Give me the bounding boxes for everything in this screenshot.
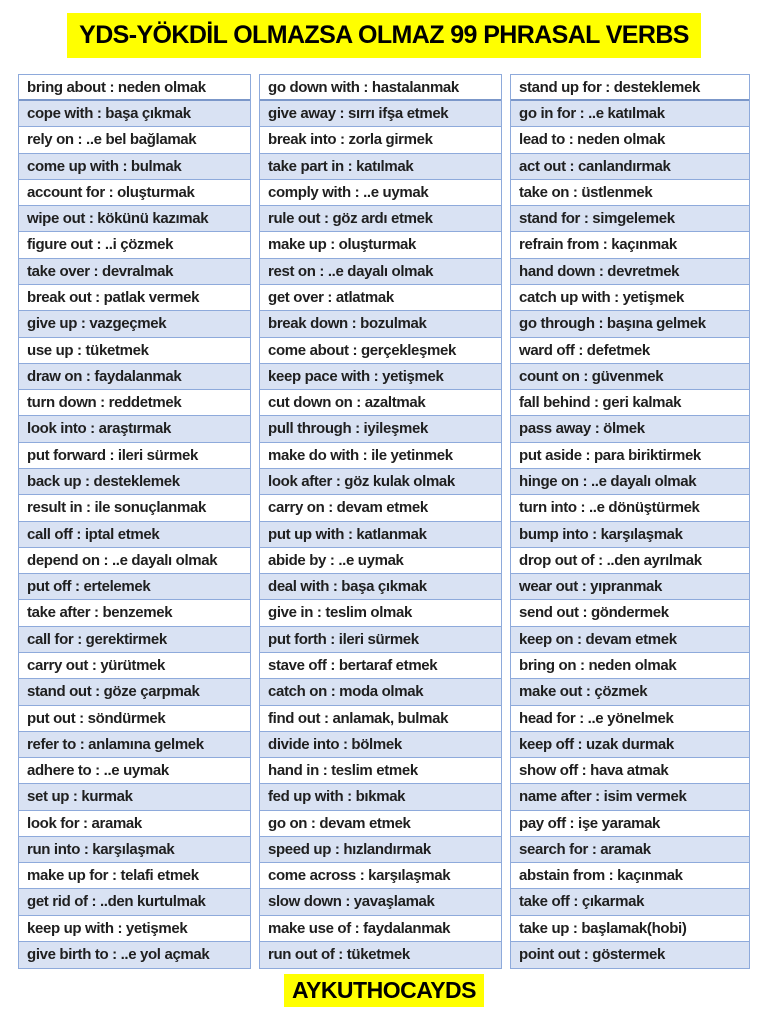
phrase-cell: bump into : karşılaşmak [511,522,749,548]
phrase-cell: keep up with : yetişmek [19,916,250,942]
phrase-cell: make out : çözmek [511,679,749,705]
page-title: YDS-YÖKDİL OLMAZSA OLMAZ 99 PHRASAL VERBS [67,13,701,58]
phrase-cell: keep pace with : yetişmek [260,364,501,390]
phrase-cell: count on : güvenmek [511,364,749,390]
phrase-cell: bring about : neden olmak [19,75,250,101]
phrase-cell: search for : aramak [511,837,749,863]
phrase-cell: cut down on : azaltmak [260,390,501,416]
phrase-cell: go on : devam etmek [260,811,501,837]
phrase-cell: run into : karşılaşmak [19,837,250,863]
phrase-cell: comply with : ..e uymak [260,180,501,206]
phrase-cell: put out : söndürmek [19,706,250,732]
title-section [0,0,768,58]
phrase-cell: wear out : yıpranmak [511,574,749,600]
phrase-cell: depend on : ..e dayalı olmak [19,548,250,574]
phrase-cell: take over : devralmak [19,259,250,285]
phrase-cell: come across : karşılaşmak [260,863,501,889]
phrase-cell: go through : başına gelmek [511,311,749,337]
phrase-cell: turn into : ..e dönüştürmek [511,495,749,521]
footer-brand: AYKUTHOCAYDS [284,974,484,1006]
phrase-cell: take off : çıkarmak [511,889,749,915]
phrase-cell: get rid of : ..den kurtulmak [19,889,250,915]
phrase-cell: call off : iptal etmek [19,522,250,548]
phrase-cell: name after : isim vermek [511,784,749,810]
phrase-cell: abide by : ..e uymak [260,548,501,574]
phrase-cell: bring on : neden olmak [511,653,749,679]
table-column-3 [510,74,750,970]
phrase-cell: catch on : moda olmak [260,679,501,705]
phrase-cell: keep on : devam etmek [511,627,749,653]
phrase-cell: break down : bozulmak [260,311,501,337]
phrase-cell: fall behind : geri kalmak [511,390,749,416]
footer-section [0,974,768,1006]
phrase-cell: adhere to : ..e uymak [19,758,250,784]
table-column-2 [259,74,502,970]
phrase-cell: lead to : neden olmak [511,127,749,153]
phrase-cell: look after : göz kulak olmak [260,469,501,495]
phrase-cell: pay off : işe yaramak [511,811,749,837]
phrase-cell: put aside : para biriktirmek [511,443,749,469]
phrase-cell: turn down : reddetmek [19,390,250,416]
phrase-cell: draw on : faydalanmak [19,364,250,390]
phrase-cell: hand down : devretmek [511,259,749,285]
phrase-cell: point out : göstermek [511,942,749,968]
phrase-cell: take up : başlamak(hobi) [511,916,749,942]
phrase-cell: figure out : ..i çözmek [19,232,250,258]
phrase-cell: keep off : uzak durmak [511,732,749,758]
phrase-cell: make use of : faydalanmak [260,916,501,942]
phrase-cell: break out : patlak vermek [19,285,250,311]
phrase-cell: ward off : defetmek [511,338,749,364]
phrase-cell: break into : zorla girmek [260,127,501,153]
phrase-cell: stand up for : desteklemek [511,75,749,101]
phrase-cell: carry on : devam etmek [260,495,501,521]
phrase-cell: run out of : tüketmek [260,942,501,968]
phrase-cell: carry out : yürütmek [19,653,250,679]
phrasal-verbs-table [18,74,750,970]
phrase-cell: fed up with : bıkmak [260,784,501,810]
phrase-cell: give in : teslim olmak [260,600,501,626]
phrase-cell: head for : ..e yönelmek [511,706,749,732]
phrase-cell: rely on : ..e bel bağlamak [19,127,250,153]
phrase-cell: deal with : başa çıkmak [260,574,501,600]
phrase-cell: look into : araştırmak [19,416,250,442]
phrase-cell: pass away : ölmek [511,416,749,442]
phrase-cell: abstain from : kaçınmak [511,863,749,889]
phrase-cell: stand for : simgelemek [511,206,749,232]
phrase-cell: make up : oluşturmak [260,232,501,258]
phrase-cell: rule out : göz ardı etmek [260,206,501,232]
phrase-cell: come about : gerçekleşmek [260,338,501,364]
phrase-cell: get over : atlatmak [260,285,501,311]
phrase-cell: divide into : bölmek [260,732,501,758]
phrase-cell: make up for : telafi etmek [19,863,250,889]
phrase-cell: hand in : teslim etmek [260,758,501,784]
phrase-cell: make do with : ile yetinmek [260,443,501,469]
phrase-cell: act out : canlandırmak [511,154,749,180]
table-column-1 [18,74,251,970]
phrase-cell: take part in : katılmak [260,154,501,180]
phrase-cell: hinge on : ..e dayalı olmak [511,469,749,495]
phrase-cell: give birth to : ..e yol açmak [19,942,250,968]
phrase-cell: stave off : bertaraf etmek [260,653,501,679]
phrase-cell: stand out : göze çarpmak [19,679,250,705]
phrase-cell: result in : ile sonuçlanmak [19,495,250,521]
phrase-cell: put up with : katlanmak [260,522,501,548]
phrase-cell: find out : anlamak, bulmak [260,706,501,732]
phrase-cell: use up : tüketmek [19,338,250,364]
phrase-cell: give away : sırrı ifşa etmek [260,101,501,127]
phrase-cell: put forth : ileri sürmek [260,627,501,653]
phrase-cell: call for : gerektirmek [19,627,250,653]
phrase-cell: show off : hava atmak [511,758,749,784]
phrase-cell: put off : ertelemek [19,574,250,600]
phrase-cell: account for : oluşturmak [19,180,250,206]
phrase-cell: rest on : ..e dayalı olmak [260,259,501,285]
phrase-cell: back up : desteklemek [19,469,250,495]
phrase-cell: slow down : yavaşlamak [260,889,501,915]
phrase-cell: speed up : hızlandırmak [260,837,501,863]
phrase-cell: pull through : iyileşmek [260,416,501,442]
phrase-cell: drop out of : ..den ayrılmak [511,548,749,574]
phrase-cell: send out : göndermek [511,600,749,626]
phrase-cell: go down with : hastalanmak [260,75,501,101]
phrase-cell: go in for : ..e katılmak [511,101,749,127]
phrase-cell: set up : kurmak [19,784,250,810]
phrase-cell: look for : aramak [19,811,250,837]
phrase-cell: give up : vazgeçmek [19,311,250,337]
phrase-cell: wipe out : kökünü kazımak [19,206,250,232]
phrase-cell: take on : üstlenmek [511,180,749,206]
phrase-cell: catch up with : yetişmek [511,285,749,311]
phrase-cell: take after : benzemek [19,600,250,626]
phrase-cell: put forward : ileri sürmek [19,443,250,469]
phrase-cell: come up with : bulmak [19,154,250,180]
phrase-cell: refer to : anlamına gelmek [19,732,250,758]
phrase-cell: cope with : başa çıkmak [19,101,250,127]
phrase-cell: refrain from : kaçınmak [511,232,749,258]
